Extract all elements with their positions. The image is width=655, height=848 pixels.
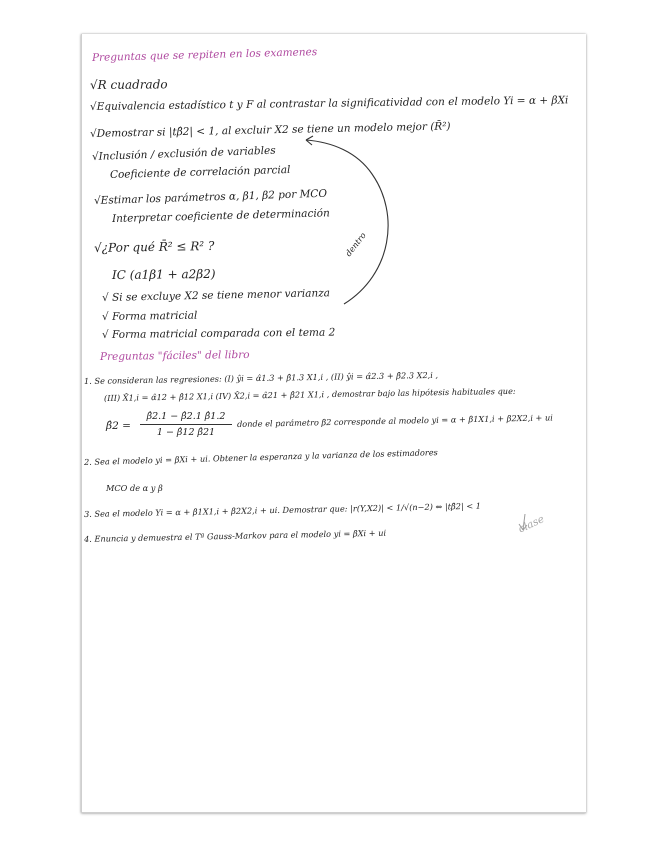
exam-item-7: Interpretar coeficiente de determinación	[111, 207, 330, 225]
exam-item-9: IC (a1β1 + a2β2)	[111, 266, 216, 282]
exam-heading: Preguntas que se repiten en los examenes	[91, 46, 318, 64]
book-q1-numerator: β̂2.1 − β̂2.1 β̂1.2	[146, 411, 226, 422]
exam-item-4: √Inclusión / exclusión de variables	[91, 144, 276, 163]
exam-item-2: √Equivalencia estadístico t y F al contrastar la significatividad con el modelo Yi = α + βXi	[89, 94, 569, 113]
book-q4: 4. Enuncia y demuestra el Tª Gauss-Markov para el modelo yi = βXi + ui	[83, 527, 387, 544]
exam-item-8: √¿Por qué R̄² ≤ R² ?	[93, 238, 215, 255]
exam-item-6: √Estimar los parámetros α, β1, β2 por MCO	[93, 187, 328, 207]
book-heading: Preguntas "fáciles" del libro	[99, 348, 250, 363]
exam-item-1: √R cuadrado	[89, 77, 168, 92]
book-q1-line2: (III) X̂1,i = α̂12 + β̂12 X1,i (IV) X̂2,i = α̂21 + β̂21 X1,i , demostrar bajo las hipótesis habituales que:	[103, 385, 516, 403]
exam-item-12: √ Forma matricial comparada con el tema 2	[101, 326, 336, 341]
exam-item-3: √Demostrar si |tβ̂2| < 1, al excluir X2 se tiene un modelo mejor (R̄²)	[89, 120, 451, 140]
book-q3: 3. Sea el modelo Yi = α + β1X1,i + β2X2,i + ui. Demostrar que: |r(Y,X2)| < 1/√(n−2) ⇔ |tβ̂2| < 1	[83, 500, 482, 519]
book-q1-lhs: β̂2 =	[106, 420, 131, 432]
exam-item-11: √ Forma matricial	[101, 309, 198, 323]
exam-item-10: √ Si se excluye X2 se tiene menor varianza	[101, 287, 331, 304]
pencil-note: clase	[516, 513, 547, 536]
arc-label: dentro	[343, 230, 368, 259]
exam-item-5: Coeficiente de correlación parcial	[109, 163, 291, 181]
book-q1-denominator: 1 − β̂12 β̂21	[156, 427, 216, 438]
book-q2-line1: 2. Sea el modelo yi = βXi + ui. Obtener la esperanza y la varianza de los estimadores	[83, 447, 438, 467]
fraction-bar	[140, 424, 232, 425]
book-q1-fraction	[140, 411, 232, 438]
book-q1-tail: donde el parámetro β2 corresponde al modelo yi = α + β1X1,i + β2X2,i + ui	[236, 412, 553, 429]
book-q2-line2: MCO de α y β	[106, 483, 163, 493]
book-q1-line1: 1. Se consideran las regresiones: (I) ŷi = α̂1.3 + β̂1.3 X1,i , (II) ŷi = α̂2.3 + β̂2.3 X2,i ,	[83, 369, 439, 386]
paper-sheet	[81, 34, 586, 813]
